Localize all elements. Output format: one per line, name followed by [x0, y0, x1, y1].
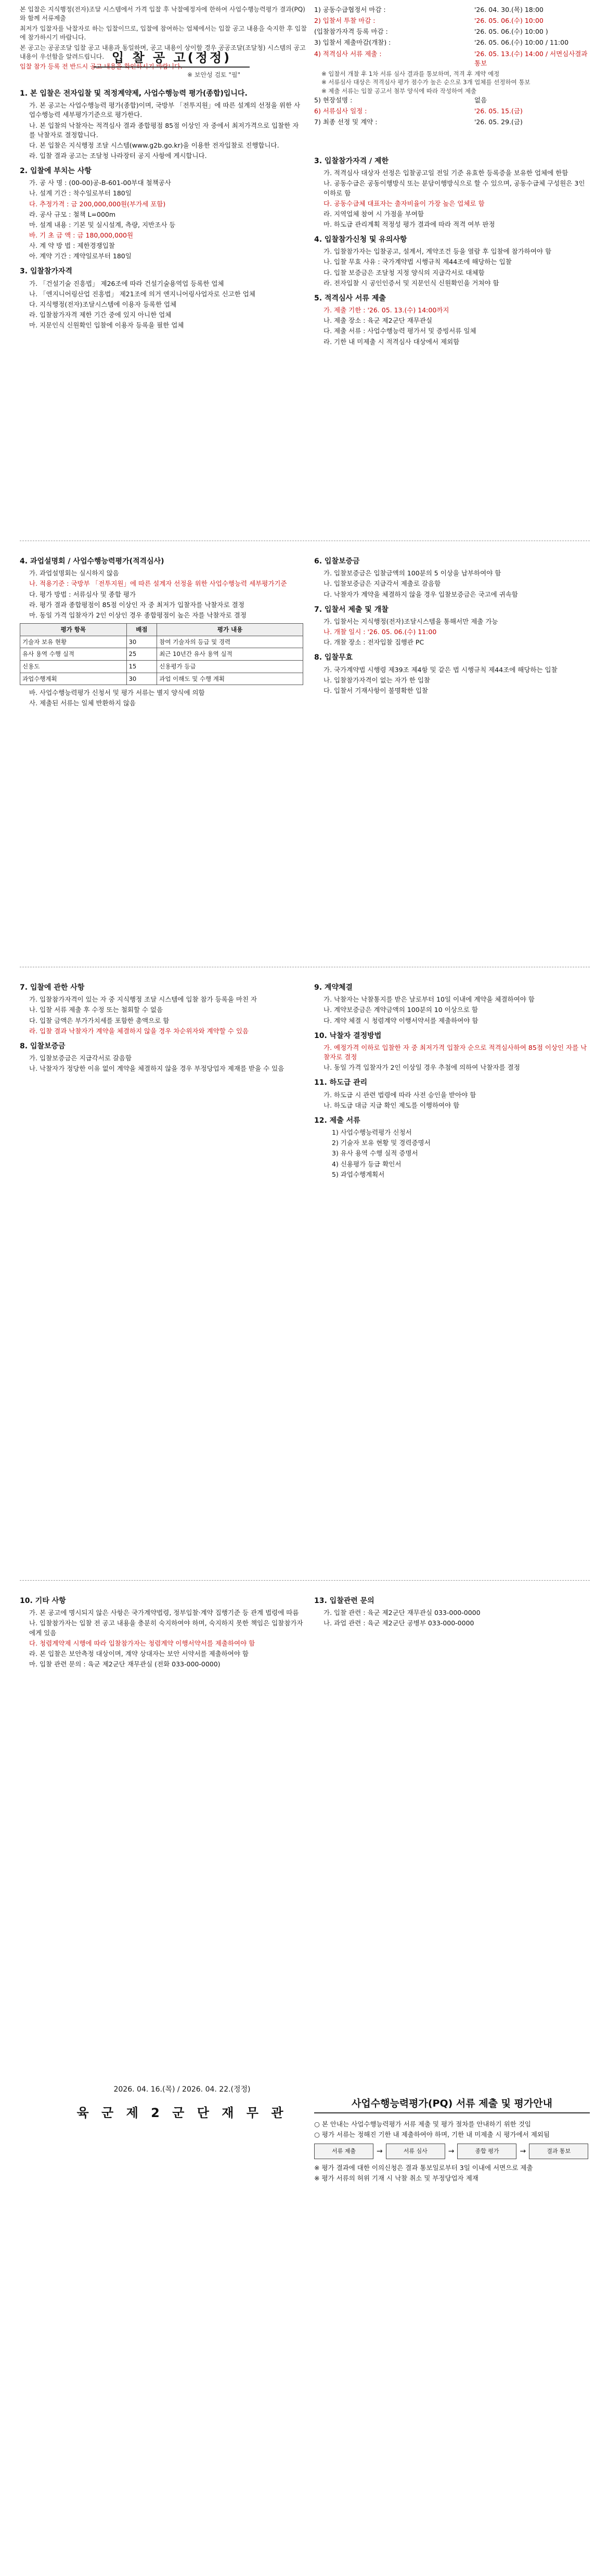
table-cell: 15 — [126, 660, 157, 673]
schedule-row — [314, 96, 590, 105]
pq-note: ※ 평가 서류의 허위 기재 시 낙찰 취소 및 부정당업자 제재 — [314, 2174, 478, 2183]
pq-section — [314, 2119, 590, 2184]
schedule-value: '26. 04. 30.(목) 18:00 — [474, 6, 544, 14]
section-item: 가. 입찰보증금은 입찰금액의 100분의 5 이상을 납부하여야 함 — [324, 569, 501, 577]
section-item: 나. 낙찰자가 정당한 이유 없이 계약을 체결하지 않을 경우 부정당업자 제재를 받을 수 있음 — [29, 1064, 284, 1073]
section-item: 다. 본 입찰은 지식행정 조달 시스템(www.g2b.go.kr)을 이용한 전자입찰로 진행합니다. — [29, 141, 279, 149]
section-item: 가. 본 공고는 사업수행능력 평가(종합)이며, 국방부 「전투지원」에 따른 설계의 선정을 위한 사업수행능력 세부평가기준으로 평가한다. — [29, 101, 301, 119]
section-item: 가. 입찰참가자격이 있는 자 중 지식행정 조달 시스템에 입찰 참가 등록을 마친 자 — [29, 995, 257, 1004]
section-title: 8. 입찰보증금 — [20, 1042, 66, 1050]
flow-step: 서류 심사 — [386, 2144, 445, 2159]
section-item: 가. 본 공고에 명시되지 않은 사항은 국가계약법령, 정부입찰·계약 집행기준 등 관계 법령에 따름 — [29, 1609, 299, 1617]
section-title: 4. 입찰참가신청 및 유의사항 — [314, 235, 407, 244]
table-header: 평가 항목 — [20, 623, 127, 636]
section-item: 바. 사업수행능력평가 신청서 및 평가 서류는 별지 양식에 의함 — [29, 689, 205, 697]
left-column-1 — [20, 83, 303, 331]
header-warning: 입찰 참가 등록 전 반드시 공고 내용을 확인하시기 바랍니다. — [20, 63, 183, 71]
header-line-1: 본 입찰은 지식행정(전자)조달 시스템에서 가격 입찰 후 낙찰예정자에 한하여 사업수행능력평가 결과(PQ)와 함께 서류제출 — [20, 6, 305, 22]
section-item: 나. 입찰 서류 제출 후 수정 또는 철회할 수 없음 — [29, 1006, 163, 1014]
title-underline — [94, 67, 250, 68]
section-item: 나. 설계 기간 : 착수일로부터 180일 — [29, 189, 132, 198]
schedule-value: '26. 05. 06.(수) 10:00 ) — [474, 28, 548, 36]
pq-title: 사업수행능력평가(PQ) 서류 제출 및 평가안내 — [352, 2098, 552, 2109]
flow-step: 종합 평가 — [457, 2144, 516, 2159]
flow-step: 결과 통보 — [529, 2144, 588, 2159]
schedule-note: ※ 입찰서 개찰 후 1차 서류 심사 결과를 통보하며, 적격 후 계약 예정 — [321, 70, 500, 77]
pq-note: ※ 평가 결과에 대한 이의신청은 결과 통보일로부터 3일 이내에 서면으로 제출 — [314, 2164, 533, 2172]
section-item: 나. 하도급 대금 지급 확인 제도를 이행하여야 함 — [324, 1101, 460, 1109]
table-cell: 30 — [126, 636, 157, 648]
section-title: 9. 계약체결 — [314, 983, 353, 992]
section-item: 4) 신용평가 등급 확인서 — [332, 1160, 402, 1168]
section-item: 다. 입찰 보증금은 조달청 지정 양식의 지급각서로 대체함 — [324, 268, 485, 277]
section-item: 마. 입찰 관련 문의 : 육군 제2군단 재무관실 (전화 033-000-0000) — [29, 1660, 221, 1668]
schedule-row — [314, 27, 590, 36]
section-title: 12. 제출 서류 — [314, 1116, 360, 1125]
section-item: 1) 사업수행능력평가 신청서 — [332, 1128, 412, 1137]
section-title: 4. 과업설명회 / 사업수행능력평가(적격심사) — [20, 557, 164, 566]
schedule-row — [314, 117, 590, 127]
schedule-row — [314, 38, 590, 47]
table-cell: 참여 기술자의 등급 및 경력 — [157, 636, 303, 648]
table-cell: 유사 용역 수행 실적 — [20, 648, 127, 661]
section-item: 가. 「건설기술 진흥법」 제26조에 따라 건설기술용역업 등록한 업체 — [29, 279, 224, 287]
title-note: ※ 보안성 검토 "필" — [187, 71, 241, 78]
section-item: 2) 기술자 보유 현황 및 경력증명서 — [332, 1139, 431, 1147]
table-row — [20, 660, 303, 673]
schedule-value: '26. 05. 06.(수) 10:00 — [474, 17, 544, 25]
section-item: 바. 기 초 금 액 : 금 180,000,000원 — [29, 231, 134, 239]
table-cell: 기술자 보유 현황 — [20, 636, 127, 648]
section-item: 라. 평가 결과 종합평점이 85점 이상인 자 중 최저가 입찰자를 낙찰자로 결정 — [29, 600, 244, 609]
left-column-4 — [20, 1591, 303, 1670]
section-item: 가. 국가계약법 시행령 제39조 제4항 및 같은 법 시행규칙 제44조에 해당하는 입찰 — [324, 665, 558, 674]
table-header-row — [20, 623, 303, 636]
section-item: 가. 입찰 관련 : 육군 제2군단 재무관실 033-000-0000 — [324, 1609, 481, 1617]
section-item: 라. 지역업체 참여 시 가점을 부여함 — [324, 209, 424, 218]
section-item: 아. 계약 기간 : 계약일로부터 180일 — [29, 252, 132, 260]
section-item: 라. 입찰 결과 낙찰자가 계약을 체결하지 않을 경우 차순위자와 계약할 수 있음 — [29, 1027, 249, 1035]
section-item: 라. 전자입찰 시 공인인증서 및 지문인식 신원확인을 거쳐야 함 — [324, 279, 499, 287]
evaluation-table — [20, 623, 303, 685]
section-item: 나. 제출 장소 : 육군 제2군단 재무관실 — [324, 317, 433, 325]
section-title: 7. 입찰에 관한 사항 — [20, 983, 85, 992]
schedule-label: 1) 공동수급협정서 마감 : — [314, 6, 386, 14]
schedule-label: 5) 현장설명 : — [314, 96, 353, 104]
schedule-value: '26. 05. 06.(수) 10:00 / 11:00 — [474, 38, 569, 47]
page-title: 입 찰 공 고(정정) — [111, 50, 232, 65]
section-title: 10. 기타 사항 — [20, 1597, 66, 1605]
pq-intro: ○ 평가 서류는 정해진 기한 내 제출하여야 하며, 기한 내 미제출 시 평가에서 제외됨 — [314, 2131, 550, 2139]
schedule-value: '26. 05. 15.(금) — [474, 107, 523, 115]
table-header: 배점 — [126, 623, 157, 636]
section-item: 마. 설계 내용 : 기본 및 실시설계, 측량, 지반조사 등 — [29, 220, 176, 229]
section-item: 다. 지식행정(전자)조달시스템에 이용자 등록한 업체 — [29, 300, 177, 308]
section-item: 나. 계약보증금은 계약금액의 100분의 10 이상으로 함 — [324, 1006, 478, 1014]
section-item: 다. 입찰서 기재사항이 불명확한 입찰 — [324, 686, 428, 694]
section-item: 가. 하도급 시 관련 법령에 따라 사전 승인을 받아야 함 — [324, 1090, 476, 1099]
section-divider — [20, 1580, 590, 1581]
section-item: 가. 제출 기한 : '26. 05. 13.(수) 14:00까지 — [324, 306, 449, 314]
notice-date: 2026. 04. 16.(목) / 2026. 04. 22.(정정) — [113, 2085, 251, 2094]
section-item: 마. 하도급 관리계획 적정성 평가 결과에 따라 적격 여부 판정 — [324, 220, 495, 228]
schedule-label: 6) 서류심사 일정 : — [314, 107, 367, 115]
table-cell: 신용평가 등급 — [157, 660, 303, 673]
section-item: 가. 낙찰자는 낙찰통지를 받은 날로부터 10일 이내에 계약을 체결하여야 함 — [324, 995, 535, 1004]
section-item: 다. 평가 방법 : 서류심사 및 종합 평가 — [29, 590, 136, 598]
section-item: 나. 동일 가격 입찰자가 2인 이상일 경우 추첨에 의하여 낙찰자를 결정 — [324, 1063, 520, 1072]
section-item: 다. 계약 체결 시 청렴계약 이행서약서를 제출하여야 함 — [324, 1016, 478, 1024]
issuing-organization: 육 군 제 2 군 단 재 무 관 — [76, 2106, 288, 2120]
table-cell: 신용도 — [20, 660, 127, 673]
schedule-label: 3) 입찰서 제출마감(개찰) : — [314, 38, 391, 47]
section-item: 다. 개찰 장소 : 전자입찰 집행관 PC — [324, 638, 424, 647]
schedule-label: 2) 입찰서 투찰 마감 : — [314, 17, 376, 25]
table-row — [20, 636, 303, 648]
section-item: 마. 지문인식 신원확인 입찰에 이용자 등록을 필한 업체 — [29, 321, 184, 330]
section-title: 3. 입찰참가자격 / 제한 — [314, 157, 389, 165]
schedule-row — [314, 5, 590, 15]
section-item: 사. 계 약 방 법 : 제한경쟁입찰 — [29, 242, 115, 250]
table-cell: 30 — [126, 673, 157, 685]
pq-flowchart — [314, 2144, 590, 2159]
right-column-3 — [314, 977, 590, 1180]
right-column-2 — [314, 551, 590, 696]
table-header: 평가 내용 — [157, 623, 303, 636]
section-item: 가. 입찰보증금은 지급각서로 갈음함 — [29, 1054, 132, 1062]
section-title: 8. 입찰무효 — [314, 653, 353, 662]
table-cell: 과업 이해도 및 수행 계획 — [157, 673, 303, 685]
section-title: 7. 입찰서 제출 및 개찰 — [314, 605, 389, 614]
section-item: 라. 본 입찰은 보안측정 대상이며, 계약 상대자는 보안 서약서를 제출하여야 함 — [29, 1649, 249, 1658]
section-item: 사. 제출된 서류는 일체 반환하지 않음 — [29, 699, 136, 707]
schedule-value: 없음 — [474, 96, 487, 104]
section-title: 3. 입찰참가자격 — [20, 267, 73, 276]
section-item: 다. 낙찰자가 계약을 체결하지 않을 경우 입찰보증금은 국고에 귀속함 — [324, 590, 518, 598]
section-title: 5. 적격심사 서류 제출 — [314, 294, 386, 303]
section-item: 가. 과업설명회는 실시하지 않음 — [29, 569, 119, 577]
section-item: 다. 공동수급체 대표자는 출자비율이 가장 높은 업체로 함 — [324, 199, 485, 207]
left-column-3 — [20, 977, 303, 1074]
schedule-value: '26. 05. 13.(수) 14:00 / 서면심사결과 통보 — [474, 49, 588, 67]
section-item: 라. 입찰 결과 공고는 조달청 나라장터 공지 사항에 게시합니다. — [29, 151, 207, 160]
section-item: 나. 입찰보증금은 지급각서 제출로 갈음함 — [324, 580, 441, 588]
section-item: 라. 기한 내 미제출 시 적격심사 대상에서 제외함 — [324, 337, 460, 346]
schedule-label: 7) 최종 선정 및 계약 : — [314, 118, 378, 126]
table-cell: 25 — [126, 648, 157, 661]
table-row — [20, 673, 303, 685]
schedule-value: '26. 05. 29.(금) — [474, 118, 523, 126]
schedule-label: (입찰참가자격 등록 마감 : — [314, 28, 388, 36]
section-item: 나. 개찰 일시 : '26. 05. 06.(수) 11:00 — [324, 628, 437, 636]
flow-step: 서류 제출 — [314, 2144, 373, 2159]
section-item: 나. 적용기준 : 국방부 「전투지원」에 따른 설계자 선정을 위한 사업수행능력 세부평가기준 — [29, 580, 287, 588]
section-item: 다. 추정가격 : 금 200,000,000원(부가세 포함) — [29, 200, 166, 208]
section-item: 라. 공사 규모 : 철책 L=000m — [29, 210, 116, 218]
arrow-right-icon: → — [448, 2147, 455, 2156]
arrow-right-icon: → — [377, 2147, 383, 2156]
section-title: 6. 입찰보증금 — [314, 557, 360, 566]
schedule-label: 4) 적격심사 서류 제출 : — [314, 49, 382, 58]
schedule-note: ※ 제출 서류는 입찰 공고서 첨부 양식에 따라 작성하여 제출 — [321, 87, 477, 95]
schedule-row — [314, 16, 590, 25]
section-item: 마. 동일 가격 입찰자가 2인 이상인 경우 종합평점이 높은 자를 낙찰자로 결정 — [29, 611, 247, 619]
table-cell: 과업수행계획 — [20, 673, 127, 685]
schedule-row — [314, 107, 590, 116]
section-item: 나. 입찰참가자격이 없는 자가 한 입찰 — [324, 676, 430, 684]
schedule-block — [314, 5, 590, 128]
section-item: 5) 과업수행계획서 — [332, 1170, 385, 1178]
section-item: 나. 본 입찰의 낙찰자는 적격심사 결과 종합평점 85점 이상인 자 중에서 최저가격으로 입찰한 자를 낙찰자로 결정합니다. — [29, 121, 299, 139]
section-title: 13. 입찰관련 문의 — [314, 1597, 374, 1605]
section-item: 다. 제출 서류 : 사업수행능력 평가서 및 증빙서류 일체 — [324, 327, 476, 335]
header-line-2: 최저가 입찰자를 낙찰자로 하는 입찰이므로, 입찰에 참여하는 업체에서는 입찰 공고 내용을 숙지한 후 입찰에 참가하시기 바랍니다. — [20, 24, 307, 42]
table-row — [20, 648, 303, 661]
section-title: 11. 하도급 관리 — [314, 1079, 368, 1087]
section-item: 가. 입찰서는 지식행정(전자)조달시스템을 통해서만 제출 가능 — [324, 617, 498, 625]
section-item: 다. 입찰 금액은 부가가치세를 포함한 총액으로 함 — [29, 1016, 170, 1024]
schedule-note: ※ 서류심사 대상은 적격심사 평가 점수가 높은 순으로 3개 업체를 선정하여 통보 — [321, 78, 531, 86]
section-item: 나. 공동수급은 공동이행방식 또는 분담이행방식으로 할 수 있으며, 공동수급체 구성원은 3인 이하로 함 — [324, 179, 585, 197]
section-item: 가. 공 사 명 : (00-00)공-B-601-00부대 철책공사 — [29, 179, 171, 187]
left-column-2 — [20, 551, 303, 709]
header-line-3: 본 공고는 공공조달 입찰 공고 내용과 동일하며, 공고 내용이 상이할 경우 공공조달(조달청) 시스템의 공고 내용이 우선함을 알려드립니다. — [20, 44, 306, 60]
schedule-row — [314, 49, 590, 68]
right-column-1 — [314, 151, 590, 348]
pq-title-underline — [314, 2112, 590, 2113]
right-column-4 — [314, 1591, 590, 1629]
section-item: 3) 유사 용역 수행 실적 증명서 — [332, 1149, 418, 1158]
section-item: 가. 입찰참가자는 입찰공고, 설계서, 계약조건 등을 열람 후 입찰에 참가하여야 함 — [324, 247, 552, 256]
arrow-right-icon: → — [520, 2147, 526, 2156]
section-title: 1. 본 입찰은 전자입찰 및 적정계약제, 사업수행능력 평가(종합)입니다. — [20, 89, 248, 98]
section-item: 다. 청렴계약제 시행에 따라 입찰참가자는 청렴계약 이행서약서를 제출하여야 함 — [29, 1639, 255, 1647]
section-item: 나. 「엔지니어링산업 진흥법」 제21조에 의거 엔지니어링사업자로 신고한 업체 — [29, 290, 255, 298]
section-title: 2. 입찰에 부치는 사항 — [20, 167, 92, 176]
table-cell: 최근 10년간 유사 용역 실적 — [157, 648, 303, 661]
section-item: 가. 예정가격 이하로 입찰한 자 중 최저가격 입찰자 순으로 적격심사하여 85점 이상인 자를 낙찰자로 결정 — [324, 1043, 587, 1061]
section-item: 나. 과업 관련 : 육군 제2군단 공병부 033-000-0000 — [324, 1619, 474, 1627]
pq-intro: ○ 본 안내는 사업수행능력평가 서류 제출 및 평가 절차를 안내하기 위한 것임 — [314, 2120, 531, 2128]
section-item: 가. 적격심사 대상자 선정은 입찰공고일 전일 기준 유효한 등록증을 보유한 업체에 한함 — [324, 169, 568, 177]
section-item: 나. 입찰참가자는 입찰 전 공고 내용을 충분히 숙지하여야 하며, 숙지하지 못한 책임은 입찰참가자에게 있음 — [29, 1619, 303, 1637]
section-title: 10. 낙찰자 결정방법 — [314, 1031, 382, 1040]
section-item: 라. 입찰참가자격 제한 기간 중에 있지 아니한 업체 — [29, 311, 172, 319]
section-item: 나. 입찰 무효 사유 : 국가계약법 시행규칙 제44조에 해당하는 입찰 — [324, 258, 512, 266]
